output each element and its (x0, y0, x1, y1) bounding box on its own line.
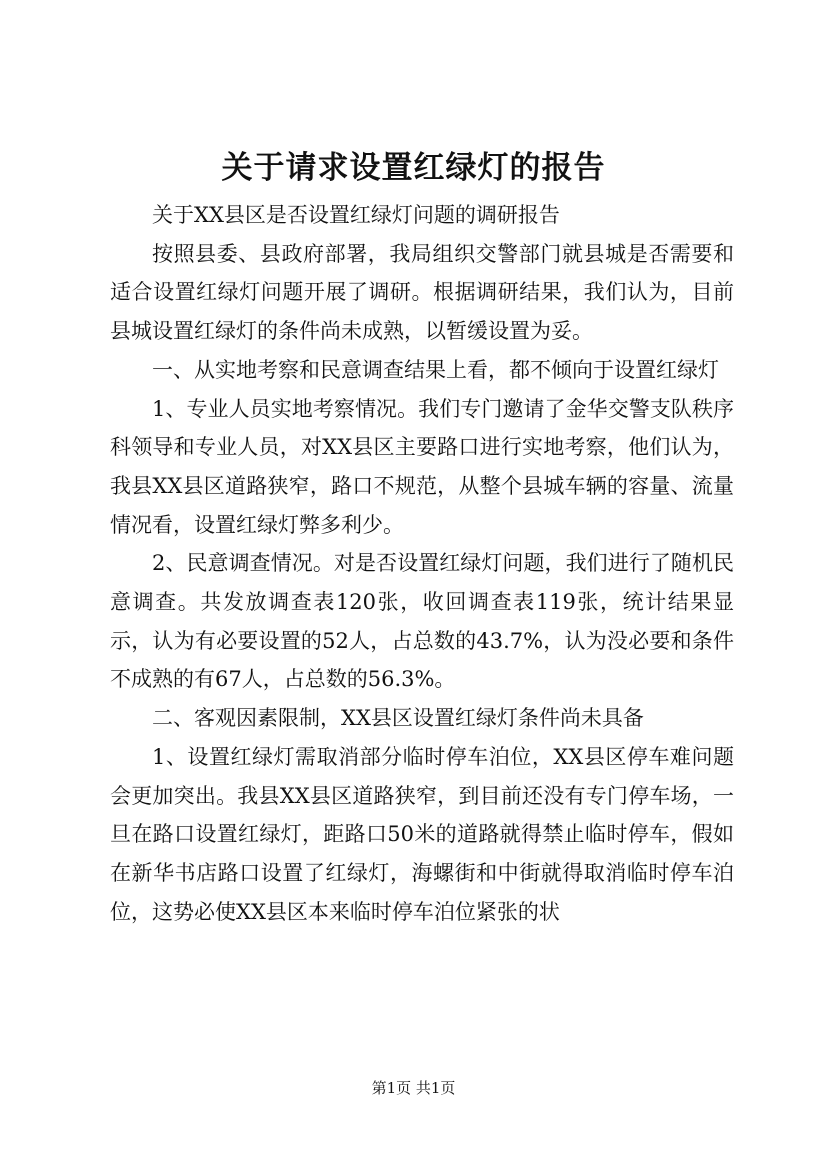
document-body (110, 196, 734, 931)
paragraph-public-survey: 2、民意调查情况。对是否设置红绿灯问题，我们进行了随机民意调查。共发放调查表120张，收回调查表119张，统计结果显示，认为有必要设置的52人，占总数的43.7%，认为没必要和条件不成熟的有67人，占总数的56.3%。 (110, 551, 734, 692)
paragraph-field-survey: 1、专业人员实地考察情况。我们专门邀请了金华交警支队秩序科领导和专业人员，对XX县区主要路口进行实地考察，他们认为，我县XX县区道路狭窄，路口不规范，从整个县城车辆的容量、流量情况看，设置红绿灯弊多利少。 (110, 396, 734, 537)
document-title: 关于请求设置红绿灯的报告 (221, 150, 606, 186)
heading-section-2: 二、客观因素限制，XX县区设置红绿灯条件尚未具备 (152, 706, 644, 731)
paragraph-parking: 1、设置红绿灯需取消部分临时停车泊位，XX县区停车难问题会更加突出。我县XX县区道路狭窄，到目前还没有专门停车场，一旦在路口设置红绿灯，距路口50米的道路就得禁止临时停车，假如在新华书店路口设置了红绿灯，海螺街和中街就得取消临时停车泊位，这势必使XX县区本来临时停车泊位紧张的状 (110, 744, 734, 924)
paragraph-subtitle: 关于XX县区是否设置红绿灯问题的调研报告 (152, 203, 560, 227)
heading-section-1: 一、从实地考察和民意调查结果上看，都不倾向于设置红绿灯 (152, 357, 719, 382)
page-footer: 第1页 共1页 (371, 1079, 456, 1097)
paragraph-intro: 按照县委、县政府部署，我局组织交警部门就县城是否需要和适合设置红绿灯问题开展了调研。根据调研结果，我们认为，目前县城设置红绿灯的条件尚未成熟，以暂缓设置为妥。 (110, 241, 734, 344)
